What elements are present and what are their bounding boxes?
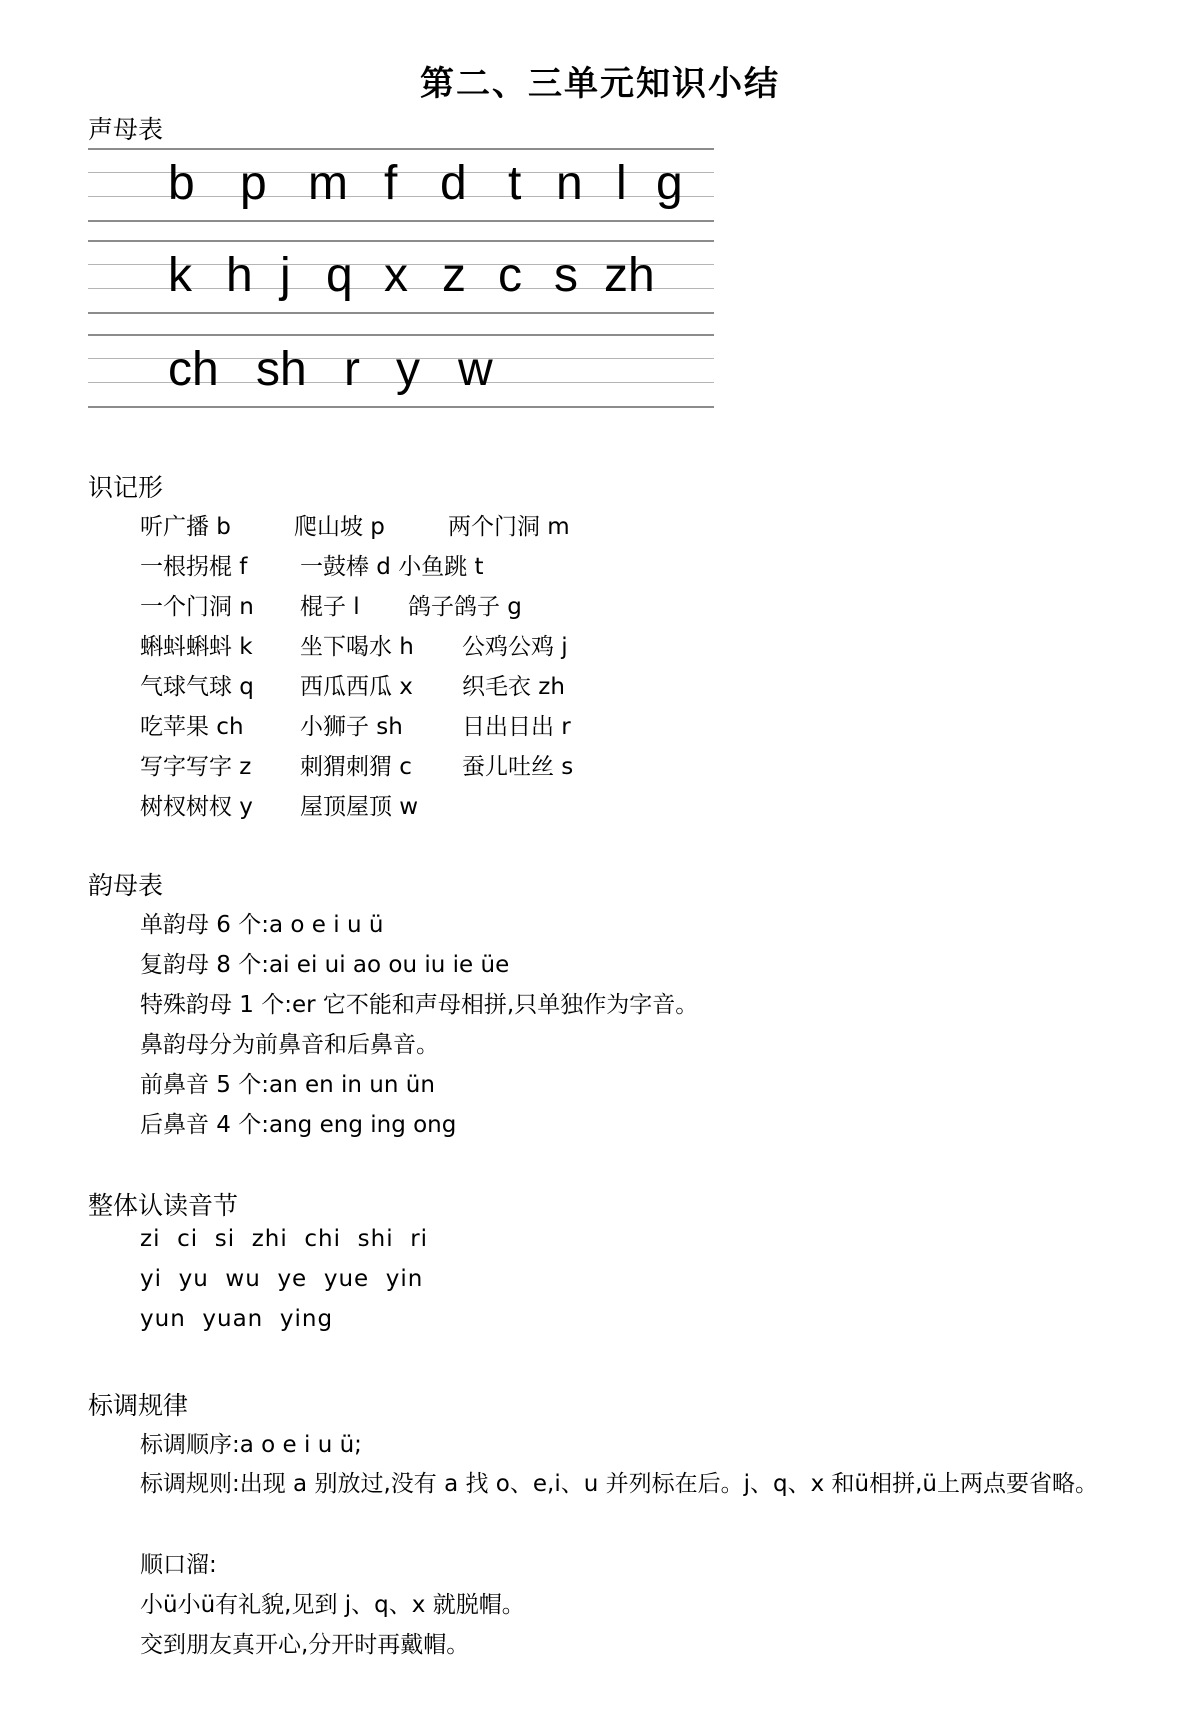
- rhyme-line: 小ü小ü有礼貌,见到 j、q、x 就脱帽。: [140, 1592, 525, 1618]
- initials-letters: [168, 154, 716, 212]
- syllable-line: yun yuan ying: [140, 1306, 334, 1332]
- finals-heading: 韵母表: [88, 871, 164, 900]
- initial-letter: f: [384, 156, 398, 210]
- initial-letter: b: [168, 156, 195, 210]
- initial-letter: x: [384, 248, 408, 302]
- initials-heading: 声母表: [88, 115, 164, 144]
- memory-item: 一个门洞 n: [140, 594, 254, 620]
- staff-line: [88, 220, 714, 222]
- initial-letter: d: [440, 156, 467, 210]
- finals-line: 特殊韵母 1 个:er 它不能和声母相拼,只单独作为字音。: [140, 992, 699, 1018]
- memory-item: 公鸡公鸡 j: [462, 634, 568, 660]
- tone-rhyme-label: 顺口溜:: [140, 1552, 217, 1578]
- finals-line: 后鼻音 4 个:ang eng ing ong: [140, 1112, 457, 1138]
- initial-letter: c: [498, 248, 522, 302]
- syllable-line: yi yu wu ye yue yin: [140, 1266, 424, 1292]
- initial-letter: h: [226, 248, 253, 302]
- tone-order: 标调顺序:a o e i u ü;: [140, 1432, 362, 1458]
- initials-staff-row: [88, 240, 714, 314]
- memory-item: 气球气球 q: [140, 674, 254, 700]
- initial-letter: zh: [604, 248, 655, 302]
- initial-letter: r: [344, 342, 360, 396]
- memory-item: 两个门洞 m: [448, 514, 570, 540]
- memory-item: 坐下喝水 h: [300, 634, 414, 660]
- finals-line: 单韵母 6 个:a o e i u ü: [140, 912, 384, 938]
- tone-rule: 标调规则:出现 a 别放过,没有 a 找 o、e,i、u 并列标在后。j、q、x 和ü相拼,ü上两点要省略。: [140, 1471, 1098, 1497]
- memory-item: 棍子 l: [300, 594, 360, 620]
- initial-letter: m: [308, 156, 348, 210]
- finals-line: 复韵母 8 个:ai ei ui ao ou iu ie üe: [140, 952, 510, 978]
- initials-letters: [168, 340, 518, 398]
- initials-staff-row: [88, 334, 714, 408]
- staff-line: [88, 312, 714, 314]
- initial-letter: p: [240, 156, 267, 210]
- staff-line: [88, 240, 714, 242]
- rhyme-line: 交到朋友真开心,分开时再戴帽。: [140, 1632, 470, 1658]
- memory-item: 吃苹果 ch: [140, 714, 244, 740]
- initials-staff-row: [88, 148, 714, 222]
- initial-letter: g: [656, 156, 683, 210]
- memory-item: 小狮子 sh: [300, 714, 403, 740]
- staff-line: [88, 148, 714, 150]
- memory-item: 西瓜西瓜 x: [300, 674, 413, 700]
- memory-item: 爬山坡 p: [294, 514, 385, 540]
- initial-letter: s: [554, 248, 578, 302]
- memory-item: 写字写字 z: [140, 754, 252, 780]
- initial-letter: j: [280, 248, 291, 302]
- memory-item: 蝌蚪蝌蚪 k: [140, 634, 253, 660]
- initials-letters: [168, 246, 664, 304]
- finals-line: 鼻韵母分为前鼻音和后鼻音。: [140, 1032, 439, 1058]
- initial-letter: w: [458, 342, 493, 396]
- initial-letter: y: [396, 342, 420, 396]
- tone-heading: 标调规律: [88, 1391, 189, 1420]
- page-title: 第二、三单元知识小结: [420, 64, 780, 104]
- memory-item: 日出日出 r: [462, 714, 571, 740]
- initial-letter: l: [616, 156, 627, 210]
- syllables-heading: 整体认读音节: [88, 1191, 239, 1220]
- staff-line: [88, 334, 714, 336]
- initial-letter: sh: [256, 342, 307, 396]
- memory-item: 织毛衣 zh: [462, 674, 565, 700]
- initial-letter: q: [326, 248, 353, 302]
- memory-heading: 识记形: [88, 473, 164, 502]
- syllable-line: zi ci si zhi chi shi ri: [140, 1226, 429, 1252]
- memory-item: 一根拐棍 f: [140, 554, 248, 580]
- initial-letter: t: [508, 156, 522, 210]
- memory-item: 树杈树杈 y: [140, 794, 253, 820]
- initial-letter: ch: [168, 342, 219, 396]
- memory-item: 屋顶屋顶 w: [300, 794, 419, 820]
- memory-item: 刺猬刺猬 c: [300, 754, 412, 780]
- initial-letter: k: [168, 248, 192, 302]
- staff-line: [88, 406, 714, 408]
- finals-line: 前鼻音 5 个:an en in un ün: [140, 1072, 435, 1098]
- memory-item: 一鼓棒 d 小鱼跳 t: [300, 554, 484, 580]
- memory-item: 听广播 b: [140, 514, 231, 540]
- memory-item: 蚕儿吐丝 s: [462, 754, 574, 780]
- memory-item: 鸽子鸽子 g: [408, 594, 522, 620]
- initial-letter: z: [442, 248, 466, 302]
- initial-letter: n: [556, 156, 583, 210]
